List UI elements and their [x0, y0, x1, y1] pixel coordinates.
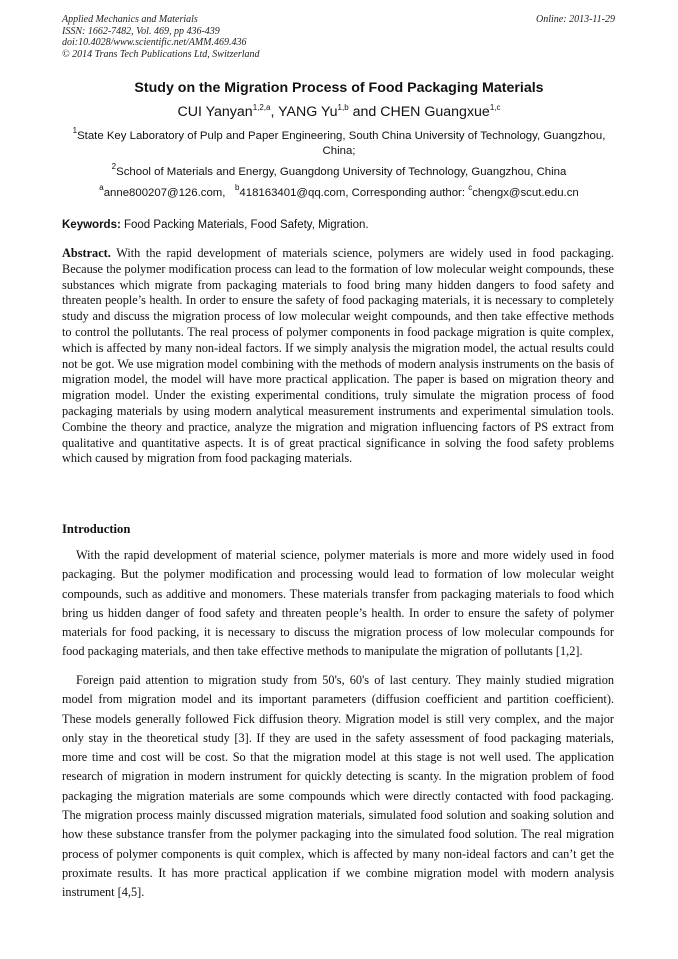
- author-sup: 1,c: [489, 103, 501, 112]
- email-text: 418163401@qq.com, Corresponding author:: [239, 187, 469, 199]
- author-name: and CHEN Guangxue: [348, 104, 490, 120]
- affiliation-sup: 2: [111, 162, 117, 171]
- abstract-label: Abstract.: [62, 246, 111, 260]
- journal-header: [62, 14, 260, 60]
- introduction-paragraph: Foreign paid attention to migration study from 50's, 60's of last century. They mainly studied migration model from migration model and its important parameters (diffusion coefficient and partition coefficient). These models generally followed Fick diffusion theory. Migration model is still very complex, and the major only stay in the theoretical study [3]. If they are used in the safety assessment of food packaging materials, more time and cost will be cost. So that the migration model at this stage is not well used. The application research of migration in modern instrument for quickly detecting is scanty. In the migration problem of food packaging the migration materials are some compounds which were directly contacted with food packaging. The migration process mainly discussed migration materials, simulated food solution and soaking solution and how these substance transfer from the polymer packaging into the simulated food solution. The real migration process of polymer components is quit complex, which is affected by many non-ideal factors and can’t get the proximate results. It has more practical application if we combine migration model with modern analysis instrument [4,5].: [62, 673, 614, 900]
- email-line: [60, 183, 618, 201]
- author-line: [0, 104, 678, 120]
- introduction-heading: Introduction: [62, 522, 131, 536]
- author-name: CUI Yanyan: [177, 104, 253, 120]
- email-sup: a: [99, 183, 104, 192]
- journal-copyright: © 2014 Trans Tech Publications Ltd, Switzerland: [62, 48, 260, 60]
- email-sup: c: [468, 183, 473, 192]
- keywords: [62, 219, 369, 231]
- affiliation-sup: 1: [72, 126, 78, 135]
- author-name: , YANG Yu: [270, 104, 338, 120]
- online-date: Online: 2013-11-29: [536, 14, 615, 25]
- abstract-text: With the rapid development of materials science, polymers are widely used in food packaging. Because the polymer modification process can lead to the formation of low molecular weight compounds, these substances which migrate from packaging materials to food bring many hidden dangers to food safety and threaten people’s health. In order to ensure the safety of food packaging materials, it is necessary to completely study and discuss the migration process of low molecular weight compounds, and then take effective methods to control the pollutants. The real process of polymer components in food package migration is quite complex, which is affected by many non-ideal factors. If we simply analysis the migration model, the actual results could not be got. We use migration model combining with the methods of modern analysis instruments on the basis of migration model, the model will have more practical application. The paper is based on migration theory and migration model. Under the existing experimental conditions, truly simulate the migration process of food packaging materials by using modern analytical measurement instruments and experimental simulation tools. Combine the theory and practice, analyze the migration and migration influencing factors of PS extract from qualitative and quantitative aspects. It is of great practical significance in solving the food safety problems which caused by migration from food packaging materials.: [62, 246, 614, 466]
- introduction-paragraph: With the rapid development of material science, polymer materials is more and more widely used in food packaging. But the polymer modification and processing would lead to formation of low molecular weight compounds, such as additive and monomers. These materials transfer from packaging materials to food which bring us hidden danger of food safety and threaten people’s health. In order to ensure the safety of polymer materials for food packing, it is necessary to discuss the migration process of low molecular compounds for food packaging materials, and then take effective methods to manipulate the migration of pollutants [1,2].: [62, 548, 614, 659]
- author-sup: 1,b: [337, 103, 349, 112]
- keywords-text: Food Packing Materials, Food Safety, Migration.: [120, 219, 369, 231]
- journal-issn: ISSN: 1662-7482, Vol. 469, pp 436-439: [62, 25, 220, 37]
- keywords-label: Keywords:: [62, 219, 121, 231]
- abstract: [62, 246, 614, 467]
- journal-name: Applied Mechanics and Materials: [62, 14, 198, 25]
- email-sup: b: [234, 183, 240, 192]
- email-text: chengx@scut.edu.cn: [472, 187, 579, 199]
- paper-title: Study on the Migration Process of Food Packaging Materials: [134, 80, 544, 96]
- affiliation-text: School of Materials and Energy, Guangdong University of Technology, Guangzhou, China: [116, 166, 567, 178]
- email-text: anne800207@126.com,: [103, 187, 226, 199]
- affiliation-1: [60, 126, 618, 159]
- affiliation-text: State Key Laboratory of Pulp and Paper Engineering, South China University of Technology, Guangzhou, China;: [77, 130, 606, 157]
- journal-doi: doi:10.4028/www.scientific.net/AMM.469.436: [62, 37, 247, 48]
- author-sup: 1,2,a: [252, 103, 271, 112]
- affiliation-2: [60, 162, 618, 180]
